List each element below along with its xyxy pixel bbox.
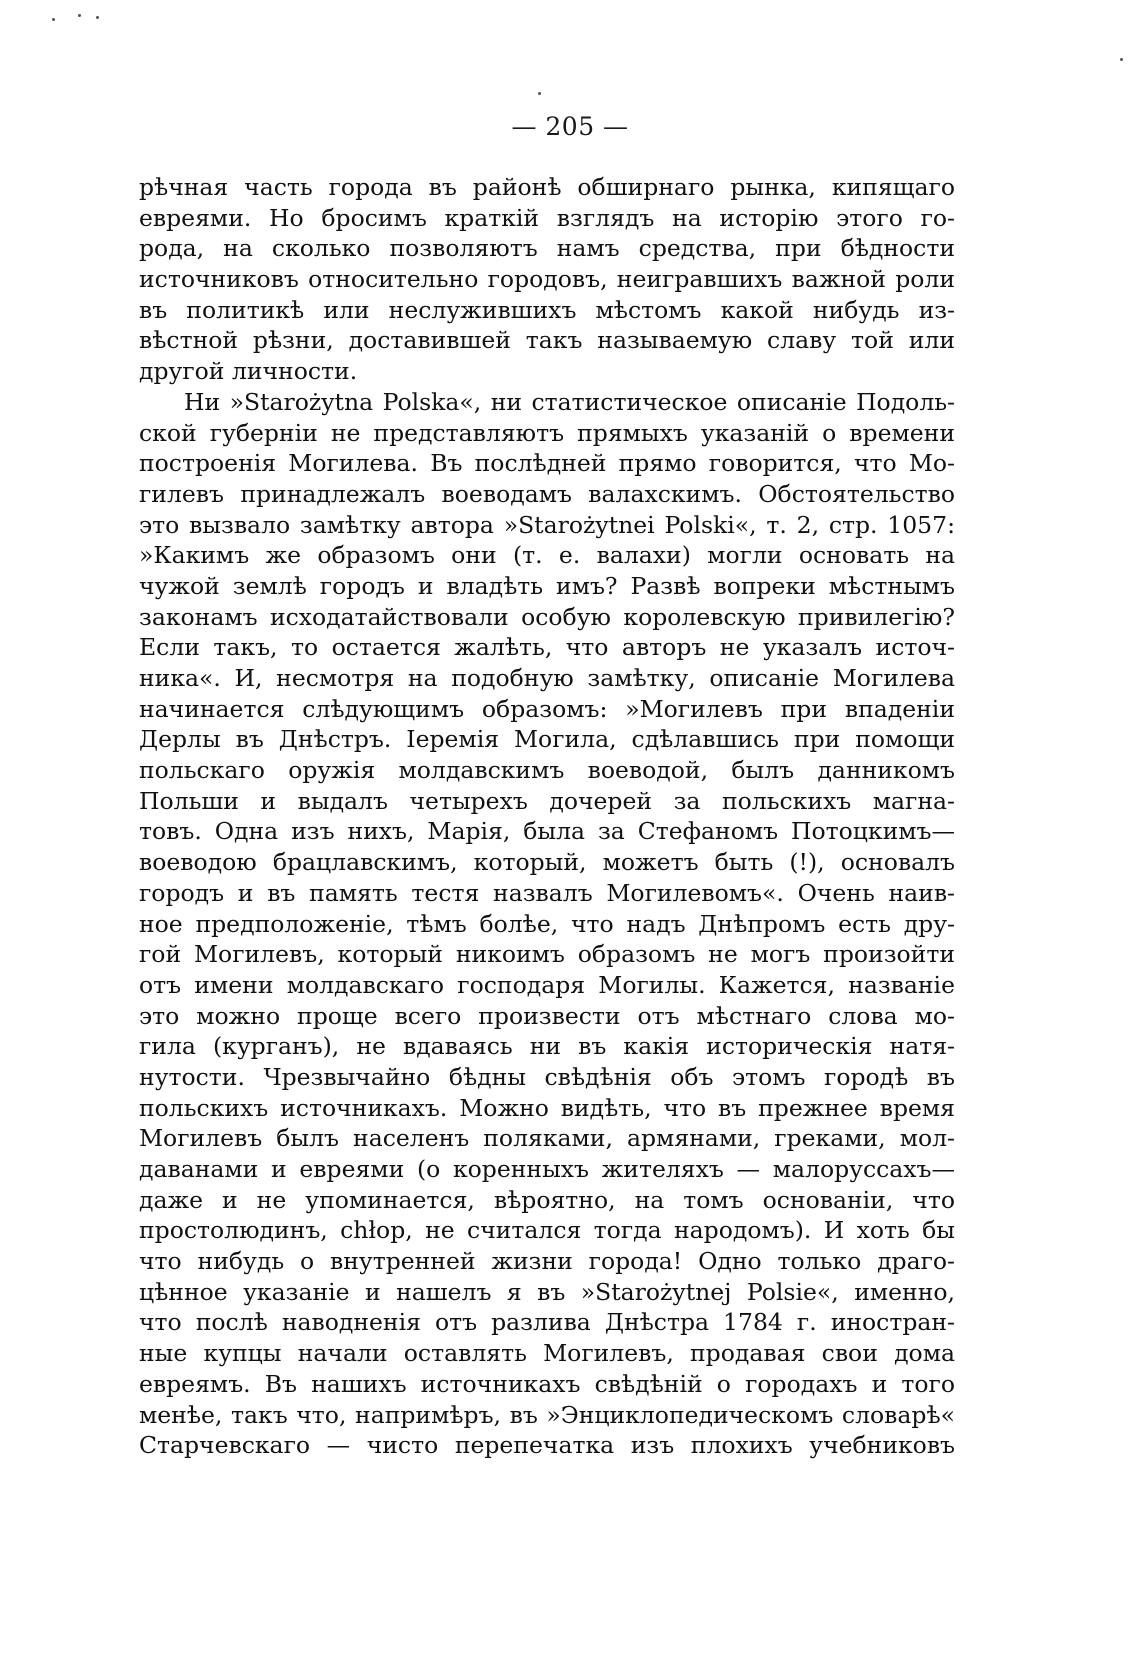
text-line: построенія Могилева. Въ послѣдней прямо говорится, что Мо- (139, 449, 955, 478)
text-line: простолюдинъ, chłop, не считался тогда народомъ). И хоть бы (139, 1216, 955, 1245)
text-line: Могилевъ былъ населенъ поляками, армянами, греками, мол- (139, 1124, 955, 1153)
text-line: источниковъ относительно городовъ, неигравшихъ важной роли (139, 265, 955, 294)
paper-speck (52, 18, 55, 21)
paper-speck (538, 92, 541, 95)
text-line: товъ. Одна изъ нихъ, Марія, была за Стефаномъ Потоцкимъ— (139, 817, 955, 846)
text-line: начинается слѣдующимъ образомъ: »Могилевъ при впаденіи (139, 694, 955, 723)
text-line: это можно проще всего произвести отъ мѣстнаго слова мо- (139, 1001, 955, 1030)
text-line: Ни »Starożytna Polska«, ни статистическое описаніе Подоль- (184, 387, 955, 416)
text-line: ные купцы начали оставлять Могилевъ, продавая свои дома (139, 1339, 955, 1368)
text-line: даванами и евреями (о коренныхъ жителяхъ — малоруссахъ— (139, 1155, 955, 1183)
text-line: гилевъ принадлежалъ воеводамъ валахскимъ. Обстоятельство (139, 479, 955, 508)
paper-speck (96, 16, 99, 19)
text-line: евреямъ. Въ нашихъ источникахъ свѣдѣній о городахъ и того (139, 1369, 955, 1398)
text-line: польскихъ источникахъ. Можно видѣть, что въ прежнее время (139, 1093, 955, 1122)
paper-speck (78, 14, 81, 17)
paragraph (139, 172, 955, 387)
text-line: гила (курганъ), не вдаваясь ни въ какія историческія натя- (139, 1032, 955, 1061)
text-line: воеводою брацлавскимъ, который, можетъ быть (!), основалъ (139, 848, 955, 877)
text-line: чужой землѣ городъ и владѣть имъ? Развѣ вопреки мѣстнымъ (139, 571, 955, 600)
text-line: вѣстной рѣзни, доставившей такъ называемую славу той или (139, 326, 955, 355)
text-line: гой Могилевъ, который никоимъ образомъ не могъ произойти (139, 940, 955, 969)
text-line: Польши и выдалъ четырехъ дочерей за польскихъ магна- (139, 786, 955, 815)
text-line: »Какимъ же образомъ они (т. е. валахи) могли основать на (139, 541, 955, 570)
text-line: Дерлы въ Днѣстръ. Іеремія Могила, сдѣлавшись при помощи (139, 725, 955, 754)
text-line: что послѣ наводненія отъ разлива Днѣстра 1784 г. иностран- (139, 1308, 955, 1337)
text-line: другой личности. (139, 357, 358, 386)
text-line: Если такъ, то остается жалѣть, что авторъ не указалъ источ- (139, 633, 955, 662)
text-line: рѣчная часть города въ районѣ обширнаго рынка, кипящаго (139, 173, 955, 201)
paper-speck (1120, 58, 1123, 61)
text-line: менѣе, такъ что, напримѣръ, въ »Энциклопедическомъ словарѣ« (139, 1400, 955, 1429)
text-line: что нибудь о внутренней жизни города! Одно только драго- (139, 1247, 955, 1276)
text-line: это вызвало замѣтку автора »Starożytnei Polski«, т. 2, стр. 1057: (139, 510, 955, 539)
text-line: рода, на сколько позволяютъ намъ средства, при бѣдности (139, 234, 955, 263)
text-line: даже и не упоминается, вѣроятно, на томъ основаніи, что (139, 1185, 955, 1214)
text-line: ника«. И, несмотря на подобную замѣтку, описаніе Могилева (139, 664, 955, 692)
text-line: цѣнное указаніе и нашелъ я въ »Starożytnej Polsie«, именно, (139, 1277, 955, 1306)
text-line: Старчевскаго — чисто перепечатка изъ плохихъ учебниковъ (139, 1431, 955, 1460)
text-line: городъ и въ память тестя назвалъ Могилевомъ«. Очень наив- (139, 878, 955, 907)
text-line: нутости. Чрезвычайно бѣдны свѣдѣнія объ этомъ городѣ въ (139, 1062, 955, 1091)
page-number: — 205 — (511, 112, 629, 141)
paragraph (139, 387, 955, 1461)
text-line: ное предположеніе, тѣмъ болѣе, что надъ Днѣпромъ есть дру- (139, 909, 955, 938)
text-line: въ политикѣ или неслужившихъ мѣстомъ какой нибудь из- (139, 295, 955, 324)
text-line: отъ имени молдавскаго господаря Могилы. Кажется, названіе (139, 970, 955, 999)
body-text (139, 172, 955, 1461)
text-line: законамъ исходатайствовали особую королевскую привилегію? (139, 602, 955, 631)
text-line: евреями. Но бросимъ краткій взглядъ на исторію этого го- (139, 203, 955, 232)
text-line: ской губерніи не представляютъ прямыхъ указаній о времени (139, 418, 955, 447)
text-line: польскаго оружія молдавскимъ воеводой, былъ данникомъ (139, 756, 955, 785)
